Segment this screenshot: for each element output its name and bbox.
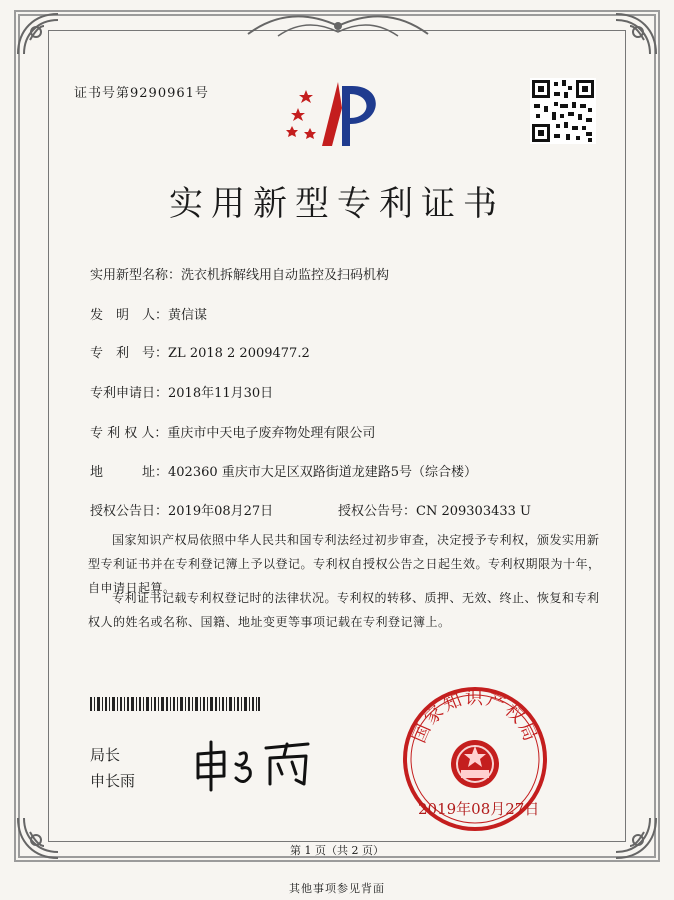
field-inventor <box>90 304 207 323</box>
cnipa-logo-icon <box>286 78 388 150</box>
value-patentee: 重庆市中天电子废弃物处理有限公司 <box>167 426 376 441</box>
value-application-date: 2018年11月30日 <box>168 386 274 401</box>
value-inventor: 黄信谋 <box>168 308 208 323</box>
top-ornament <box>238 10 438 42</box>
seal-text: 国家知识产权局 <box>408 687 542 747</box>
value-grant-announcement-date: 2019年08月27日 <box>168 504 274 519</box>
label-patent-number: 专 利 号： <box>90 346 169 361</box>
field-application-date <box>90 382 273 401</box>
field-grant-announcement-number <box>338 500 531 519</box>
grant-statement-paragraph: 国家知识产权局依照中华人民共和国专利法经过初步审查，决定授予专利权，颁发实用新型专利证书并在专利登记簿上予以登记。专利权自授权公告之日起生效。专利权期限为十年，自申请日起算。 <box>88 533 601 595</box>
page-number: 第 1 页（共 2 页） <box>290 844 384 857</box>
field-utility-model-name <box>90 264 389 283</box>
field-grant-announcement-date <box>90 500 273 519</box>
label-application-date: 专利申请日： <box>90 386 169 401</box>
field-patentee <box>90 422 375 441</box>
certificate-number: 证书号第9290961号 <box>74 86 209 101</box>
value-utility-model-name: 洗衣机拆解线用自动监控及扫码机构 <box>181 268 390 283</box>
label-utility-model-name: 实用新型名称： <box>90 268 182 283</box>
signatory-title: 局长 <box>90 746 121 764</box>
field-address <box>90 461 477 480</box>
barcode <box>90 696 260 710</box>
svg-text:国家知识产权局 <box>409 688 542 746</box>
certificate-title: 实用新型专利证书 <box>169 184 505 224</box>
label-inventor: 发 明 人： <box>90 308 169 323</box>
footer-note: 其他事项参见背面 <box>289 882 385 895</box>
value-address: 402360 重庆市大足区双路街道龙建路5号（综合楼） <box>168 465 478 480</box>
value-patent-number: ZL 2018 2 2009477.2 <box>168 346 310 361</box>
field-patent-number <box>90 342 310 361</box>
label-grant-announcement-number: 授权公告号： <box>338 504 417 519</box>
label-grant-announcement-date: 授权公告日： <box>90 504 169 519</box>
signatory-name: 申长雨 <box>90 772 136 790</box>
value-grant-announcement-number: CN 209303433 U <box>416 504 531 519</box>
handwritten-signature <box>190 734 340 794</box>
corner-ornament-top-right <box>612 10 660 58</box>
seal-date: 2019年08月27日 <box>418 800 540 818</box>
legal-status-paragraph: 专利证书记载专利权登记时的法律状况。专利权的转移、质押、无效、终止、恢复和专利权人的姓名或名称、国籍、地址变更等事项记载在专利登记簿上。 <box>88 591 600 629</box>
label-address: 地 址： <box>90 465 169 480</box>
label-patentee: 专 利 权 人： <box>90 426 168 441</box>
corner-ornament-top-left <box>14 10 62 58</box>
qr-code <box>530 78 596 144</box>
